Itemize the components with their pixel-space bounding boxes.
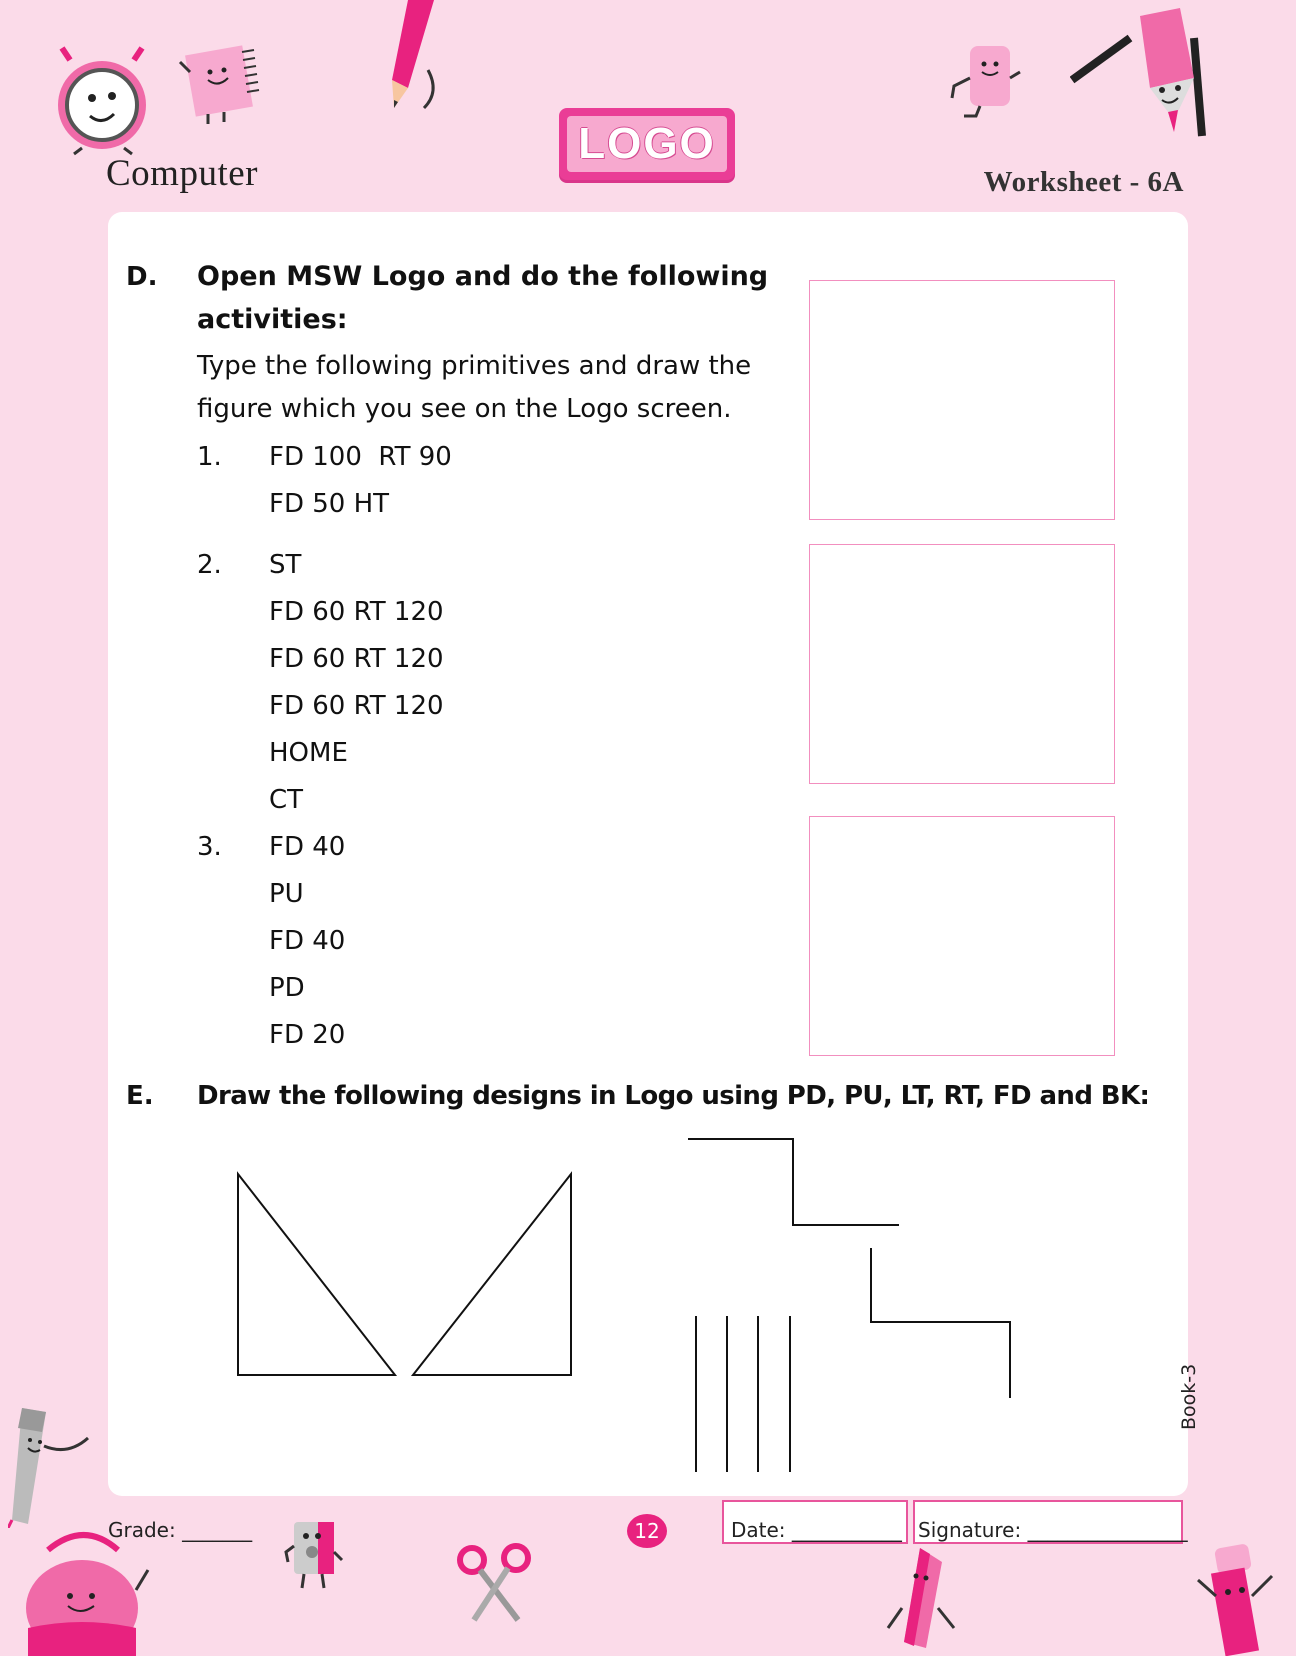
item-2-command-6: CT xyxy=(269,785,304,815)
item-2-command-2: FD 60 RT 120 xyxy=(269,597,444,627)
worksheet-number: Worksheet - 6A xyxy=(983,166,1184,198)
item-3-command-1: FD 40 xyxy=(269,832,346,862)
item-2-number: 2. xyxy=(197,550,222,580)
item-1-number: 1. xyxy=(197,442,222,472)
section-e-question: Draw the following designs in Logo using PD, PU, LT, RT, FD and BK: xyxy=(197,1081,1150,1111)
answer-box-1[interactable] xyxy=(809,280,1115,520)
scissors-illustration xyxy=(456,1540,536,1624)
grade-field[interactable]: Grade: _______ xyxy=(108,1518,253,1542)
pencil-illustration-top xyxy=(378,0,448,112)
item-2-command-5: HOME xyxy=(269,738,348,768)
eraser-character-illustration xyxy=(946,42,1026,122)
date-field-box[interactable] xyxy=(722,1500,908,1544)
section-d-instruction-line1: Type the following primitives and draw the xyxy=(197,351,752,381)
section-d-question-line2: activities: xyxy=(197,304,348,335)
logo-title-badge xyxy=(559,108,735,180)
page-number-badge: 12 xyxy=(627,1514,667,1548)
item-3-command-2: PU xyxy=(269,879,304,909)
item-3-command-5: FD 20 xyxy=(269,1020,346,1050)
alarm-clock-illustration xyxy=(52,40,152,156)
item-1-command-1: FD 100 RT 90 xyxy=(269,442,452,472)
answer-box-2[interactable] xyxy=(809,544,1115,784)
item-2-command-3: FD 60 RT 120 xyxy=(269,644,444,674)
item-2-command-1: ST xyxy=(269,550,302,580)
date-field: Date: ___________ xyxy=(731,1518,902,1542)
ruler-character-illustration xyxy=(8,1408,92,1528)
signature-field-box[interactable] xyxy=(913,1500,1188,1544)
item-2-command-4: FD 60 RT 120 xyxy=(269,691,444,721)
logo-title-text: LOGO xyxy=(578,119,716,168)
pencil-character-illustration-bottom xyxy=(886,1548,956,1656)
book-label: Book-3 xyxy=(1178,1363,1200,1430)
item-3-command-4: PD xyxy=(269,973,305,1003)
section-d-label: D. xyxy=(126,262,158,292)
section-d-question-line1: Open MSW Logo and do the following xyxy=(197,261,769,292)
pencil-character-illustration-top-right xyxy=(1070,8,1210,138)
glue-stick-character-illustration xyxy=(1190,1536,1286,1656)
subject-title: Computer xyxy=(106,153,258,194)
item-3-number: 3. xyxy=(197,832,222,862)
notebook-illustration xyxy=(176,42,264,126)
section-d-instruction-line2: figure which you see on the Logo screen. xyxy=(197,394,732,424)
signature-field: Signature: ________________ xyxy=(918,1518,1188,1542)
section-e-label: E. xyxy=(126,1081,154,1111)
school-bag-illustration xyxy=(18,1520,150,1656)
sharpener-character-illustration xyxy=(284,1516,348,1592)
answer-box-3[interactable] xyxy=(809,816,1115,1056)
item-3-command-3: FD 40 xyxy=(269,926,346,956)
item-1-command-2: FD 50 HT xyxy=(269,489,390,519)
